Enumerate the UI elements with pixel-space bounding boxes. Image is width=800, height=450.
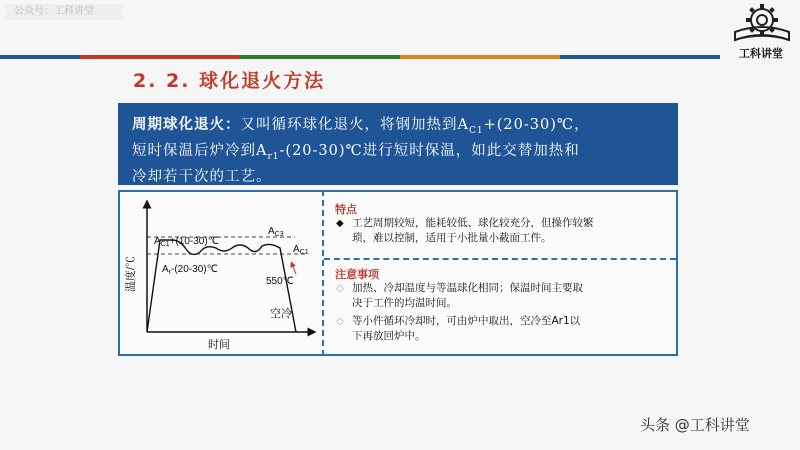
features-bullet: ◆ (336, 218, 344, 229)
label-ac1-plus: $A_{C1}+(10-30)℃$ (154, 236, 219, 248)
x-axis-label: 时间 (208, 339, 230, 351)
features-line-1: 工艺周期较短，能耗较低、球化较充分，但操作较繁 (352, 217, 594, 229)
notes-item-2-line-2: 下再放回炉中。 (352, 330, 426, 342)
definition-line-2 (132, 141, 668, 167)
header-stripe-2 (80, 55, 240, 59)
header-stripe-3 (240, 55, 400, 59)
ac1-symbol: A (457, 117, 469, 133)
label-ar1-minus: $A_r-(20-30)℃$ (162, 264, 218, 276)
definition-text: 又叫循环球化退火，将钢加热到 (240, 117, 458, 133)
label-550: 550℃ (266, 276, 294, 287)
header-stripe-5 (560, 55, 720, 59)
definition-text-2-end: -(20-30)℃进行短时保温，如此交替加热和 (279, 142, 580, 159)
features-line-2: 琐，难以控制，适用于小批量小截面工件。 (352, 232, 552, 244)
panel-divider (322, 190, 324, 356)
notes-heading: 注意事项 (335, 268, 379, 281)
definition-line-3: 冷却若干次的工艺。 (132, 168, 272, 185)
notes-bullet-2: ◇ (336, 316, 344, 327)
process-diagram (120, 192, 322, 354)
watermark: 头条 @工科讲堂 (640, 416, 750, 434)
arrow-550 (292, 264, 296, 274)
definition-text-2: 短时保温后炉冷到 (132, 142, 256, 159)
definition-text-end: +(20-30)℃， (483, 117, 590, 133)
header-stripe-4 (400, 55, 560, 59)
ar1-symbol: A (256, 142, 268, 159)
panel-hdivider (324, 258, 676, 260)
y-axis-label: 温度/℃ (125, 255, 137, 292)
definition-line-1 (132, 115, 668, 141)
label-ac1: $A_{C1}$ (293, 244, 309, 256)
notes-item-2-line-1: 等小件循环冷却时，可由炉中取出，空冷至Ar1以 (352, 315, 581, 327)
definition-term: 周期球化退火： (132, 116, 241, 133)
notes-item-1-line-1: 加热、冷却温度与等温球化相同；保温时间主要取 (352, 282, 583, 294)
logo-text: 工科讲堂 (739, 47, 783, 60)
section-title: 2. 2. 球化退火方法 (133, 70, 326, 92)
label-air-cool: 空冷 (270, 308, 292, 320)
notes-item-1-line-2: 决于工件的均温时间。 (352, 297, 457, 309)
features-heading: 特点 (335, 203, 357, 216)
notes-bullet-1: ◇ (336, 283, 344, 294)
header-stripe-1 (0, 55, 80, 59)
label-ac3: $A_{C3}$ (268, 226, 284, 238)
ac1-subscript: C1 (468, 125, 484, 136)
ar1-subscript: r1 (267, 151, 280, 162)
source-badge: 公众号：工科讲堂 (6, 4, 122, 20)
definition-box (118, 103, 678, 185)
